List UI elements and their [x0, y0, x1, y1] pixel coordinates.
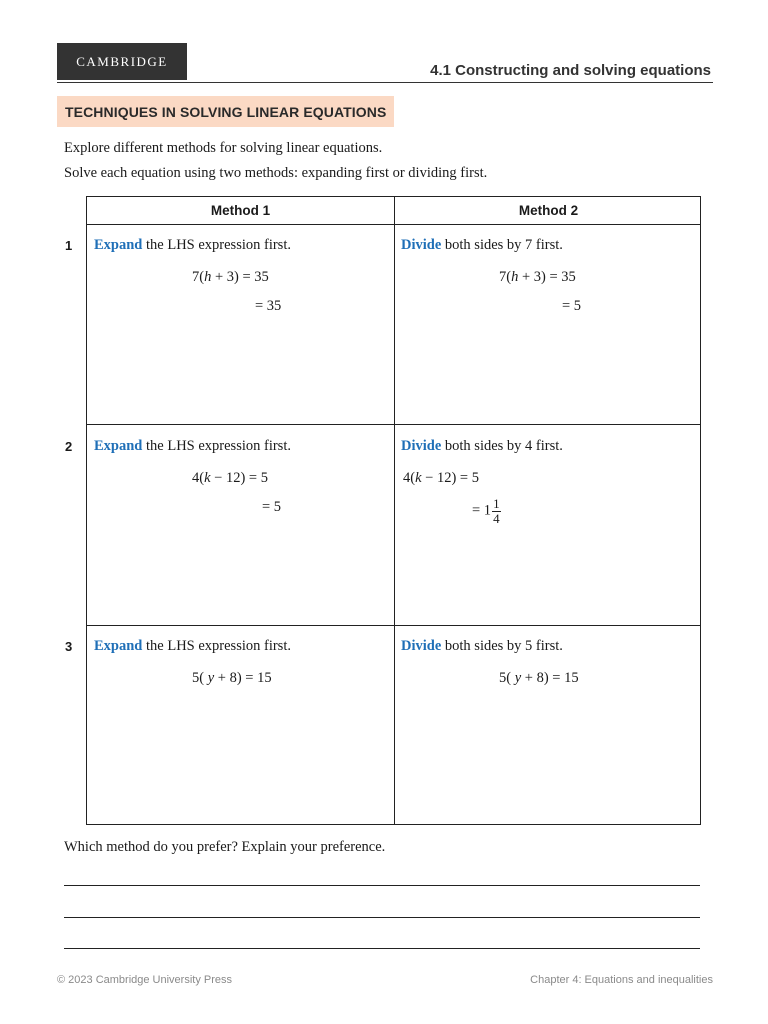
- row1-method2-instruction: Divide both sides by 7 first.: [401, 237, 563, 253]
- row-number-3: 3: [65, 639, 73, 654]
- row-divider-2: [87, 625, 700, 626]
- keyword-expand: Expand: [94, 237, 143, 253]
- keyword-divide: Divide: [401, 438, 442, 454]
- header-row-divider: [87, 224, 700, 225]
- row2-method2-step: = 1 $\frac{1}{4}$: [472, 496, 500, 526]
- keyword-expand: Expand: [94, 438, 143, 454]
- answer-line-2[interactable]: [64, 917, 700, 918]
- logo-text: CAMBRIDGE: [76, 53, 168, 69]
- row1-method2-equation: 7(h + 3) = 35: [499, 269, 576, 285]
- column-header-method-1: Method 1: [210, 203, 271, 218]
- reflection-question: Which method do you prefer? Explain your preference.: [64, 839, 386, 855]
- row1-method2-step: = 5: [562, 298, 582, 314]
- banner-title: TECHNIQUES IN SOLVING LINEAR EQUATIONS: [65, 103, 387, 120]
- section-title: 4.1 Constructing and solving equations: [430, 62, 711, 79]
- row-divider-1: [87, 424, 700, 425]
- answer-line-1[interactable]: [64, 885, 700, 886]
- row-number-1: 1: [65, 238, 73, 253]
- methods-table: [86, 196, 701, 825]
- row1-method1-instruction: Expand the LHS expression first.: [94, 237, 291, 253]
- cambridge-logo: [57, 43, 187, 80]
- activity-banner: [57, 96, 394, 127]
- intro-line-1: Explore different methods for solving linear equations.: [64, 140, 383, 156]
- keyword-divide: Divide: [401, 237, 442, 253]
- row3-method2-instruction: Divide both sides by 5 first.: [401, 638, 563, 654]
- row2-method1-equation: 4(k − 12) = 5: [192, 470, 268, 486]
- answer-line-3[interactable]: [64, 948, 700, 949]
- row2-method1-step: = 5: [262, 499, 282, 515]
- row3-method1-equation: 5( y + 8) = 15: [192, 670, 272, 686]
- keyword-expand: Expand: [94, 638, 143, 654]
- keyword-divide: Divide: [401, 638, 442, 654]
- footer-copyright: © 2023 Cambridge University Press: [57, 974, 233, 986]
- fraction: $\frac{1}{4}$: [493, 496, 500, 526]
- footer-chapter: Chapter 4: Equations and inequalities: [530, 974, 713, 986]
- column-divider: [394, 197, 395, 824]
- row1-method1-step: = 35: [255, 298, 282, 314]
- column-header-method-2: Method 2: [518, 203, 579, 218]
- row3-method1-instruction: Expand the LHS expression first.: [94, 638, 291, 654]
- header-divider: [57, 82, 713, 83]
- row2-method2-equation: 4(k − 12) = 5: [403, 470, 479, 486]
- row1-method1-equation: 7(h + 3) = 35: [192, 269, 269, 285]
- intro-line-2: Solve each equation using two methods: expanding first or dividing first.: [64, 165, 488, 181]
- row2-method2-instruction: Divide both sides by 4 first.: [401, 438, 563, 454]
- row3-method2-equation: 5( y + 8) = 15: [499, 670, 579, 686]
- row2-method1-instruction: Expand the LHS expression first.: [94, 438, 291, 454]
- row-number-2: 2: [65, 439, 73, 454]
